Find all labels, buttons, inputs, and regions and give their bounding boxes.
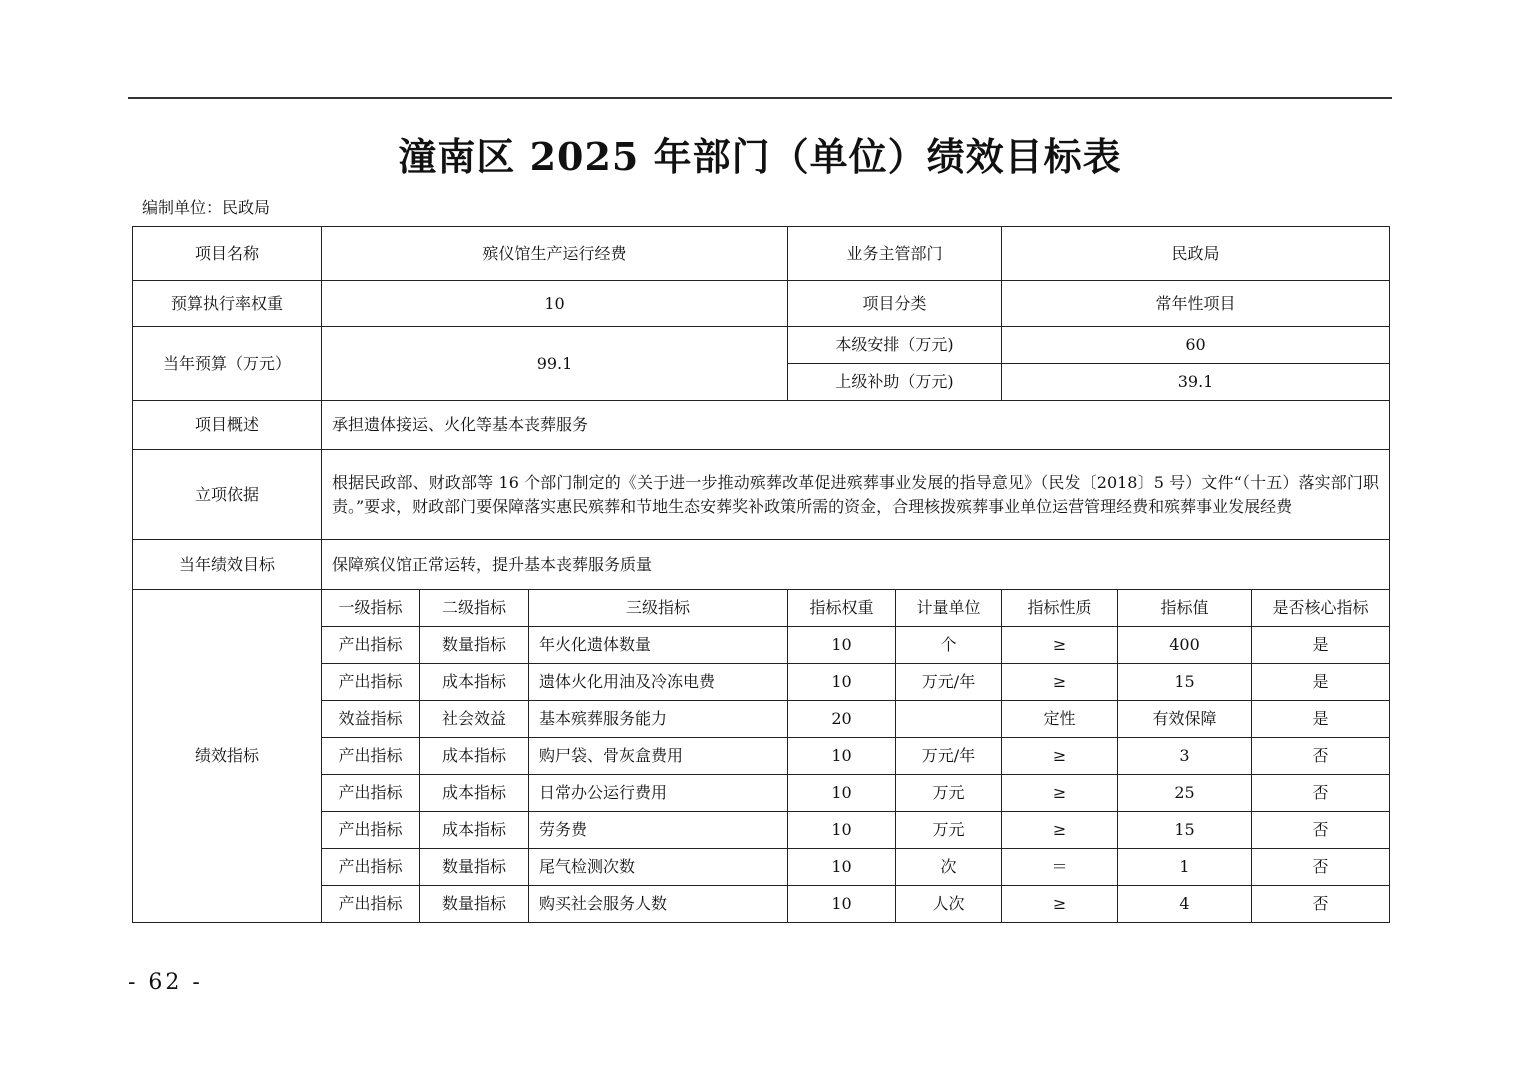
compiler-unit: 编制单位：民政局 (142, 198, 271, 217)
row-goal (133, 540, 1390, 590)
indicator-nature: 定性 (1002, 701, 1118, 738)
indicator-core: 否 (1252, 849, 1390, 886)
indicator-l1: 产出指标 (322, 627, 420, 664)
category-label: 项目分类 (788, 281, 1002, 327)
header-l2: 二级指标 (420, 590, 529, 627)
indicator-l2: 成本指标 (420, 812, 529, 849)
indicator-value: 25 (1118, 775, 1252, 812)
table-row (133, 775, 1390, 812)
indicator-nature: ≥ (1002, 812, 1118, 849)
indicator-l1: 效益指标 (322, 701, 420, 738)
basis-value: 根据民政部、财政部等 16 个部门制定的《关于进一步推动殡葬改革促进殡葬事业发展的指导意见》（民发〔2018〕5 号）文件“（十五）落实部门职责。”要求，财政部门要保障落实惠民殡葬和节地生态安葬奖补政策所需的资金，合理核拨殡葬事业单位运营管理经费和殡葬事业发展经费 (322, 450, 1390, 540)
indicator-weight: 10 (788, 664, 896, 701)
indicator-l3: 购尸袋、骨灰盒费用 (529, 738, 788, 775)
indicator-l2: 成本指标 (420, 738, 529, 775)
indicator-nature: ＝ (1002, 849, 1118, 886)
indicator-l1: 产出指标 (322, 886, 420, 923)
indicator-value: 15 (1118, 812, 1252, 849)
row-exec-weight (133, 281, 1390, 327)
indicator-l3: 基本殡葬服务能力 (529, 701, 788, 738)
indicator-l1: 产出指标 (322, 775, 420, 812)
indicator-l1: 产出指标 (322, 664, 420, 701)
indicator-nature: ≥ (1002, 627, 1118, 664)
indicator-value: 3 (1118, 738, 1252, 775)
indicator-value: 有效保障 (1118, 701, 1252, 738)
overview-value: 承担遗体接运、火化等基本丧葬服务 (322, 401, 1390, 450)
indicator-unit: 万元 (896, 812, 1002, 849)
indicator-core: 是 (1252, 664, 1390, 701)
header-core: 是否核心指标 (1252, 590, 1390, 627)
row-project-name (133, 227, 1390, 281)
basis-label: 立项依据 (133, 450, 322, 540)
dept-label: 业务主管部门 (788, 227, 1002, 281)
indicator-weight: 10 (788, 812, 896, 849)
indicator-value: 15 (1118, 664, 1252, 701)
table-row (133, 664, 1390, 701)
table-row (133, 701, 1390, 738)
dept-value: 民政局 (1002, 227, 1390, 281)
page-title: 潼南区 2025 年部门（单位）绩效目标表 (398, 134, 1122, 179)
indicator-l1: 产出指标 (322, 738, 420, 775)
indicator-l2: 数量指标 (420, 627, 529, 664)
table-row (133, 886, 1390, 923)
budget-label: 当年预算（万元） (133, 327, 322, 401)
indicator-l1: 产出指标 (322, 849, 420, 886)
indicators-label: 绩效指标 (133, 590, 322, 923)
page-number: - 62 - (128, 970, 203, 995)
indicator-weight: 10 (788, 886, 896, 923)
indicator-nature: ≥ (1002, 738, 1118, 775)
indicator-core: 是 (1252, 701, 1390, 738)
indicator-l2: 数量指标 (420, 849, 529, 886)
row-overview (133, 401, 1390, 450)
indicator-core: 否 (1252, 886, 1390, 923)
header-nature: 指标性质 (1002, 590, 1118, 627)
project-name-label: 项目名称 (133, 227, 322, 281)
indicator-l3: 日常办公运行费用 (529, 775, 788, 812)
indicator-unit: 个 (896, 627, 1002, 664)
exec-weight-label: 预算执行率权重 (133, 281, 322, 327)
row-basis (133, 450, 1390, 540)
indicator-core: 否 (1252, 812, 1390, 849)
header-l1: 一级指标 (322, 590, 420, 627)
header-value: 指标值 (1118, 590, 1252, 627)
indicator-weight: 10 (788, 775, 896, 812)
goal-label: 当年绩效目标 (133, 540, 322, 590)
indicator-unit (896, 701, 1002, 738)
local-label: 本级安排（万元) (788, 327, 1002, 364)
budget-value: 99.1 (322, 327, 788, 401)
indicator-unit: 次 (896, 849, 1002, 886)
indicator-l3: 购买社会服务人数 (529, 886, 788, 923)
indicator-l1: 产出指标 (322, 812, 420, 849)
table-row (133, 849, 1390, 886)
indicator-nature: ≥ (1002, 664, 1118, 701)
indicator-l2: 成本指标 (420, 775, 529, 812)
indicator-weight: 10 (788, 627, 896, 664)
indicator-l3: 遗体火化用油及冷冻电费 (529, 664, 788, 701)
goal-value: 保障殡仪馆正常运转，提升基本丧葬服务质量 (322, 540, 1390, 590)
header-weight: 指标权重 (788, 590, 896, 627)
indicator-l2: 社会效益 (420, 701, 529, 738)
upper-value: 39.1 (1002, 364, 1390, 401)
indicator-weight: 10 (788, 738, 896, 775)
exec-weight-value: 10 (322, 281, 788, 327)
indicator-value: 4 (1118, 886, 1252, 923)
indicator-unit: 万元 (896, 775, 1002, 812)
indicator-l2: 数量指标 (420, 886, 529, 923)
indicator-value: 1 (1118, 849, 1252, 886)
indicator-core: 否 (1252, 738, 1390, 775)
indicator-l2: 成本指标 (420, 664, 529, 701)
performance-table (132, 226, 1390, 923)
header-rule (128, 97, 1392, 99)
table-row (133, 812, 1390, 849)
indicator-l3: 年火化遗体数量 (529, 627, 788, 664)
indicator-unit: 人次 (896, 886, 1002, 923)
indicator-unit: 万元/年 (896, 664, 1002, 701)
indicator-weight: 10 (788, 849, 896, 886)
indicator-header-row (133, 590, 1390, 627)
indicator-nature: ≥ (1002, 775, 1118, 812)
header-unit: 计量单位 (896, 590, 1002, 627)
indicator-core: 否 (1252, 775, 1390, 812)
indicator-weight: 20 (788, 701, 896, 738)
indicator-l3: 劳务费 (529, 812, 788, 849)
overview-label: 项目概述 (133, 401, 322, 450)
row-budget-local (133, 327, 1390, 364)
indicator-l3: 尾气检测次数 (529, 849, 788, 886)
table-row (133, 627, 1390, 664)
indicator-value: 400 (1118, 627, 1252, 664)
upper-label: 上级补助（万元) (788, 364, 1002, 401)
indicator-unit: 万元/年 (896, 738, 1002, 775)
project-name-value: 殡仪馆生产运行经费 (322, 227, 788, 281)
category-value: 常年性项目 (1002, 281, 1390, 327)
local-value: 60 (1002, 327, 1390, 364)
table-row (133, 738, 1390, 775)
indicator-nature: ≥ (1002, 886, 1118, 923)
header-l3: 三级指标 (529, 590, 788, 627)
indicator-core: 是 (1252, 627, 1390, 664)
